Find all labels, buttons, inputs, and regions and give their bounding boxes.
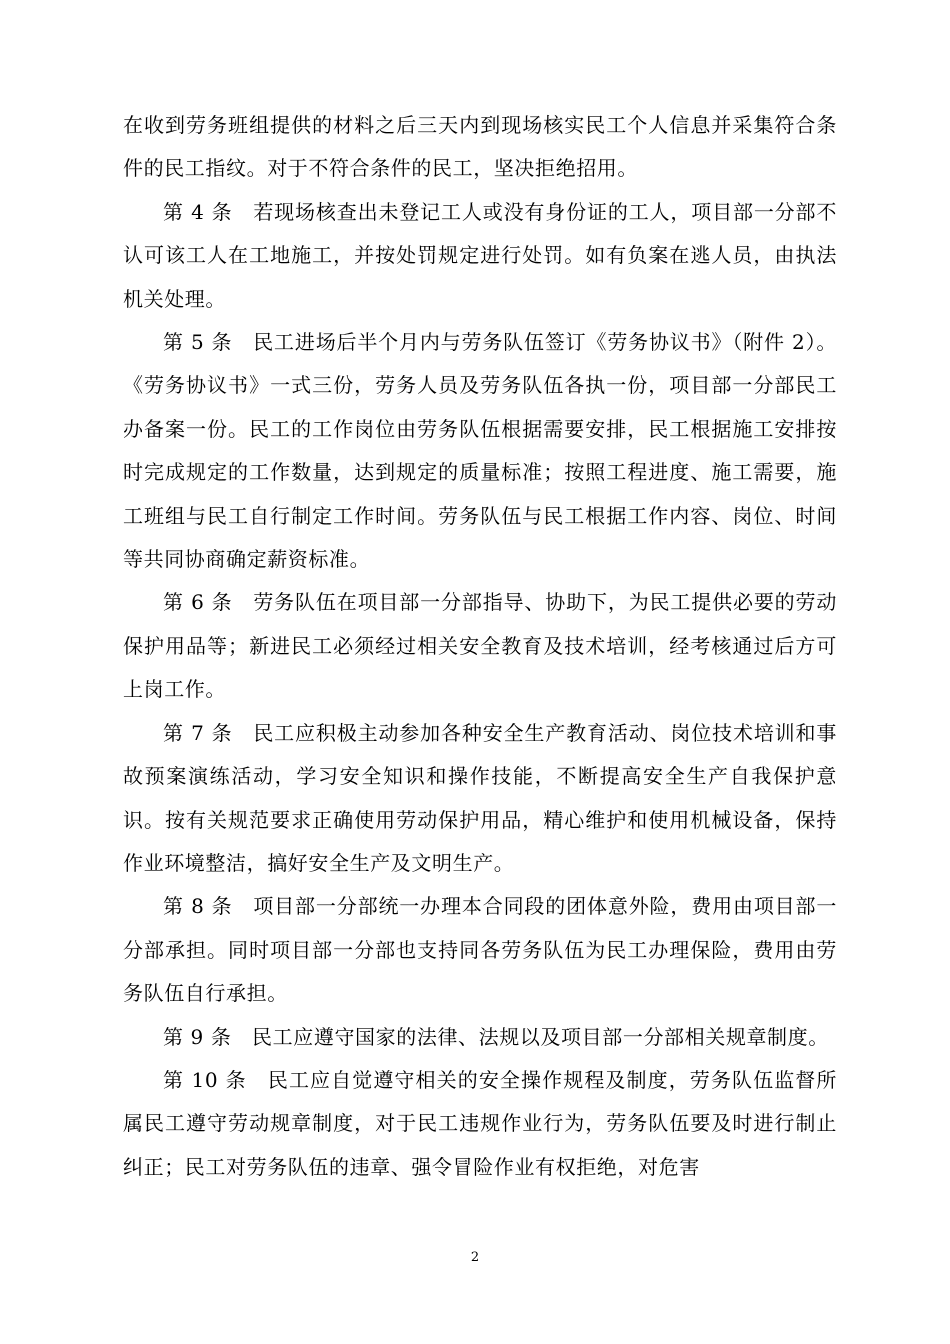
article-9: 第 9 条 民工应遵守国家的法律、法规以及项目部一分部相关规章制度。 [163, 1024, 829, 1049]
paragraph-continued: 在收到劳务班组提供的材料之后三天内到现场核实民工个人信息并采集符合条件的民工指纹。对于不符合条件的民工，坚决拒绝招用。 [123, 113, 837, 181]
article-4: 第 4 条 若现场核查出未登记工人或没有身份证的工人，项目部一分部不认可该工人在工地施工，并按处罚规定进行处罚。如有负案在逃人员，由执法机关处理。 [123, 199, 837, 311]
document-body [123, 104, 837, 1189]
article-8: 第 8 条 项目部一分部统一办理本合同段的团体意外险，费用由项目部一分部承担。同时项目部一分部也支持同各劳务队伍为民工办理保险，费用由劳务队伍自行承担。 [123, 894, 837, 1006]
article-7: 第 7 条 民工应积极主动参加各种安全生产教育活动、岗位技术培训和事故预案演练活动，学习安全知识和操作技能，不断提高安全生产自我保护意识。按有关规范要求正确使用劳动保护用品，精心维护和使用机械设备，保持作业环境整洁，搞好安全生产及文明生产。 [123, 720, 837, 875]
article-10: 第 10 条 民工应自觉遵守相关的安全操作规程及制度，劳务队伍监督所属民工遵守劳动规章制度，对于民工违规作业行为，劳务队伍要及时进行制止纠正；民工对劳务队伍的违章、强令冒险作业有权拒绝，对危害 [123, 1067, 837, 1179]
page-number: 2 [470, 1250, 480, 1265]
article-6: 第 6 条 劳务队伍在项目部一分部指导、协助下，为民工提供必要的劳动保护用品等；新进民工必须经过相关安全教育及技术培训，经考核通过后方可上岗工作。 [123, 590, 837, 702]
article-5: 第 5 条 民工进场后半个月内与劳务队伍签订《劳务协议书》（附件 2）。《劳务协议书》一式三份，劳务人员及劳务队伍各执一份，项目部一分部民工办备案一份。民工的工作岗位由劳务队伍根据需要安排，民工根据施工安排按时完成规定的工作数量，达到规定的质量标准；按照工程进度、施工需要，施工班组与民工自行制定工作时间。劳务队伍与民工根据工作内容、岗位、时间等共同协商确定薪资标准。 [123, 330, 837, 572]
